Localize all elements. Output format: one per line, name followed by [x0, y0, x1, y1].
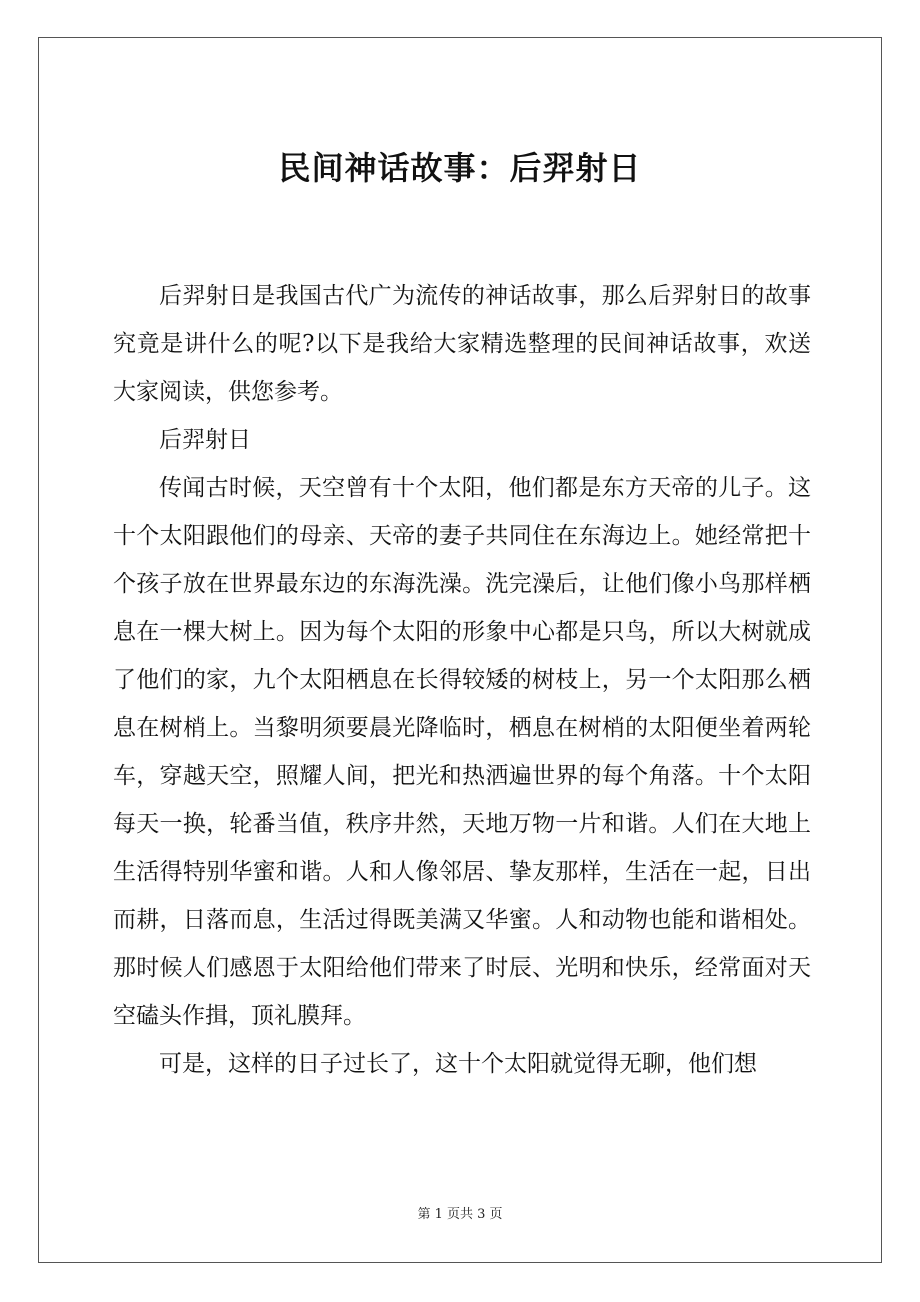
- page-total: 共 3 页: [460, 1207, 503, 1222]
- intro-paragraph: 后羿射日是我国古代广为流传的神话故事，那么后羿射日的故事究竟是讲什么的呢?以下是我给大家精选整理的民间神话故事，欢送大家阅读，供您参考。: [113, 283, 811, 405]
- document-title: 民间神话故事：后羿射日: [278, 149, 642, 187]
- page-number: 第 1 页: [417, 1207, 460, 1222]
- document-body: [113, 272, 811, 1088]
- story-paragraph-continued: 可是，这样的日子过长了，这十个太阳就觉得无聊，他们想: [159, 1051, 757, 1077]
- section-heading: 后羿射日: [159, 427, 251, 453]
- page-footer: [0, 1205, 920, 1225]
- story-paragraph: 传闻古时候，天空曾有十个太阳，他们都是东方天帝的儿子。这十个太阳跟他们的母亲、天帝的妻子共同住在东海边上。她经常把十个孩子放在世界最东边的东海洗澡。洗完澡后，让他们像小鸟那样栖息在一棵大树上。因为每个太阳的形象中心都是只鸟，所以大树就成了他们的家，九个太阳栖息在长得较矮的树枝上，另一个太阳那么栖息在树梢上。当黎明须要晨光降临时，栖息在树梢的太阳便坐着两轮车，穿越天空，照耀人间，把光和热洒遍世界的每个角落。十个太阳每天一换，轮番当值，秩序井然，天地万物一片和谐。人们在大地上生活得特别华蜜和谐。人和人像邻居、挚友那样，生活在一起，日出而耕，日落而息，生活过得既美满又华蜜。人和动物也能和谐相处。那时候人们感恩于太阳给他们带来了时辰、光明和快乐，经常面对天空磕头作揖，顶礼膜拜。: [113, 475, 811, 1029]
